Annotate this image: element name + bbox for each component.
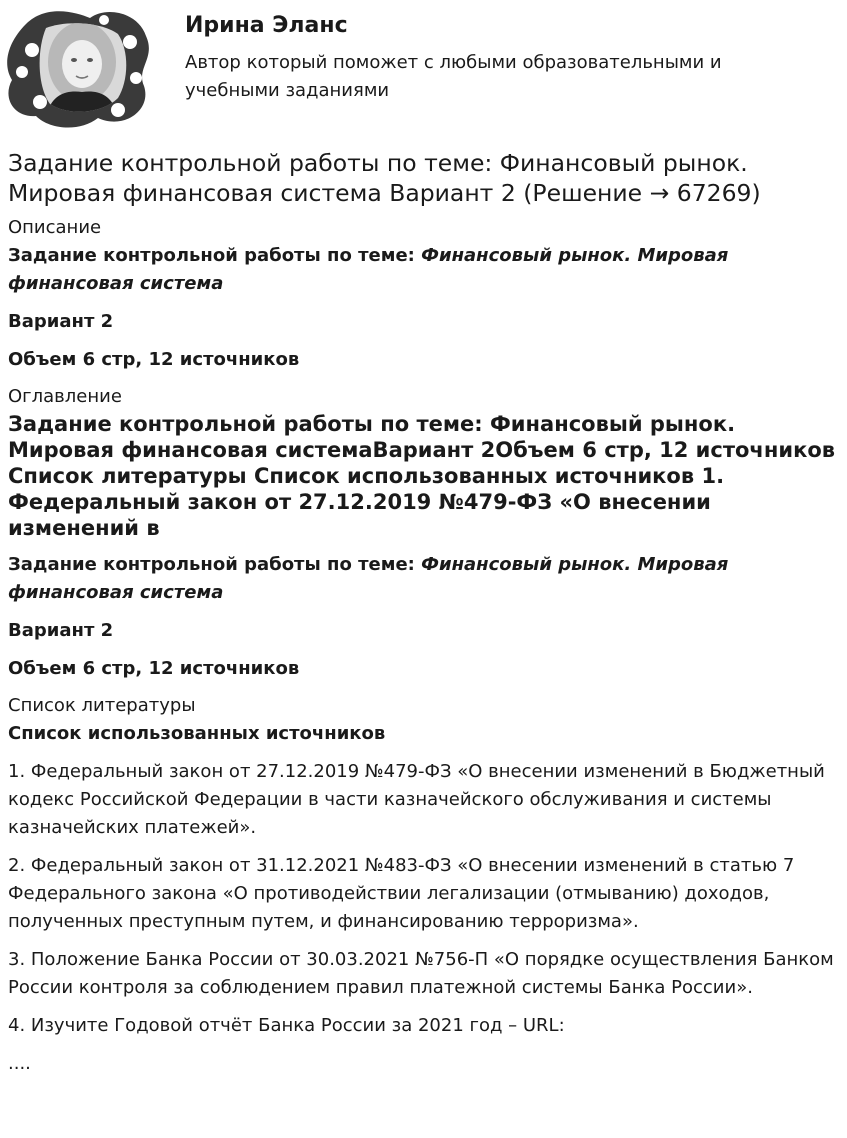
author-name[interactable]: Ирина Эланс — [185, 13, 348, 38]
toc-heading-prefix: Задание контрольной работы по теме: — [8, 554, 422, 575]
source-item: 3. Положение Банка России от 30.03.2021 №756-П «О порядке осуществления Банком России контроля за соблюдением правил платежной системы Банка России». — [8, 949, 834, 998]
description-heading-topic: Финансовый рынок. Мировая финансовая система — [8, 245, 729, 294]
document-content — [8, 148, 840, 1078]
description-variant: Вариант 2 — [8, 311, 114, 332]
literature-label: Список литературы — [8, 695, 196, 716]
page-title: Задание контрольной работы по теме: Финансовый рынок. Мировая финансовая система Вариант 2 (Решение → 67269) — [8, 149, 761, 207]
description-heading — [8, 242, 840, 298]
source-item: 1. Федеральный закон от 27.12.2019 №479-ФЗ «О внесении изменений в Бюджетный кодекс Российской Федерации в части казначейского обслуживания и системы казначейских платежей». — [8, 761, 825, 838]
sources-heading: Список использованных источников — [8, 723, 386, 744]
description-label: Описание — [8, 217, 102, 238]
avatar-frame-image — [6, 6, 152, 128]
toc-heading-topic: Финансовый рынок. Мировая финансовая система — [8, 554, 729, 603]
avatar[interactable] — [6, 6, 152, 128]
toc-volume: Объем 6 стр, 12 источников — [8, 658, 300, 679]
toc-heading — [8, 551, 840, 607]
author-bio: Автор который поможет с любыми образовательными и учебными заданиями — [185, 52, 722, 101]
description-heading-prefix: Задание контрольной работы по теме: — [8, 245, 422, 266]
toc-variant: Вариант 2 — [8, 620, 114, 641]
source-item: 4. Изучите Годовой отчёт Банка России за 2021 год – URL: — [8, 1015, 565, 1036]
toc-label: Оглавление — [8, 386, 122, 407]
author-card — [0, 0, 847, 135]
source-item: 2. Федеральный закон от 31.12.2021 №483-ФЗ «О внесении изменений в статью 7 Федерального закона «О противодействии легализации (отмыванию) доходов, полученных преступным путем, и финансированию терроризма». — [8, 855, 795, 932]
toc-summary: Задание контрольной работы по теме: Финансовый рынок. Мировая финансовая системаВариант 2Объем 6 стр, 12 источников Список литературы Список использованных источников 1. Федеральный закон от 27.12.2019 №479-ФЗ «О внесении изменений в — [8, 412, 836, 540]
truncation-ellipsis: .... — [8, 1053, 31, 1074]
description-volume: Объем 6 стр, 12 источников — [8, 349, 300, 370]
